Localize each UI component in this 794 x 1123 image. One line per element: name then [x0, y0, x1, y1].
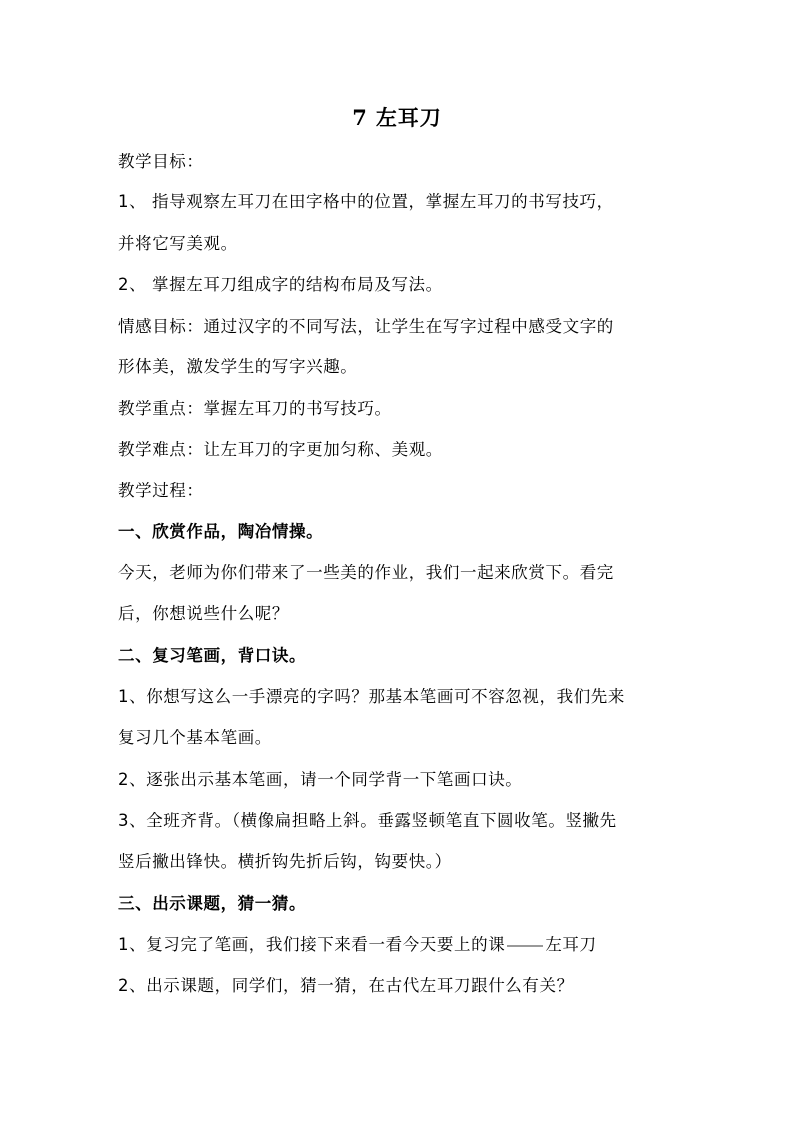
goal-2: 2、 掌握左耳刀组成字的结构布局及写法。	[118, 275, 443, 294]
heading-step-1: 一、欣赏作品，陶冶情操。	[118, 522, 324, 541]
lesson-title: 左耳刀	[375, 105, 442, 130]
step-1-line-1: 今天，老师为你们带来了一些美的作业，我们一起来欣赏下。看完	[118, 563, 614, 582]
goal-1-line-2: 并将它写美观。	[118, 234, 238, 253]
emotion-goal-line-2: 形体美，激发学生的写字兴趣。	[118, 357, 358, 376]
step-2-item-1-line-2: 复习几个基本笔画。	[118, 728, 272, 747]
section-label-goals: 教学目标：	[118, 152, 204, 171]
goal-1-line-1: 1、 指导观察左耳刀在田字格中的位置，掌握左耳刀的书写技巧，	[118, 192, 614, 211]
page-title	[0, 102, 794, 132]
emotion-goal-line-1: 情感目标：通过汉字的不同写法，让学生在写字过程中感受文字的	[118, 317, 614, 336]
section-label-process: 教学过程：	[118, 481, 204, 500]
key-point: 教学重点：掌握左耳刀的书写技巧。	[118, 399, 392, 418]
lesson-number: 7	[352, 105, 368, 130]
step-3-item-1-topic: 左耳刀	[545, 935, 597, 954]
heading-step-3: 三、出示课题，猜一猜。	[118, 894, 307, 913]
em-dash	[507, 945, 543, 947]
heading-step-2: 二、复习笔画，背口诀。	[118, 646, 307, 665]
step-1-line-2: 后，你想说些什么呢？	[118, 604, 289, 623]
step-2-item-3-line-1: 3、全班齐背。（横像扁担略上斜。垂露竖顿笔直下圆收笔。竖撇先	[118, 811, 617, 830]
step-3-item-2: 2、出示课题，同学们，猜一猜，在古代左耳刀跟什么有关？	[118, 976, 574, 995]
step-2-item-2: 2、逐张出示基本笔画，请一个同学背一下笔画口诀。	[118, 770, 523, 789]
step-2-item-3-line-2: 竖后撇出锋快。横折钩先折后钩，钩要快。）	[118, 852, 452, 871]
difficult-point: 教学难点：让左耳刀的字更加匀称、美观。	[118, 440, 443, 459]
step-3-item-1	[118, 934, 597, 956]
step-3-item-1-text: 1、复习完了笔画，我们接下来看一看今天要上的课	[118, 935, 506, 954]
step-2-item-1-line-1: 1、你想写这么一手漂亮的字吗？那基本笔画可不容忽视，我们先来	[118, 687, 625, 706]
